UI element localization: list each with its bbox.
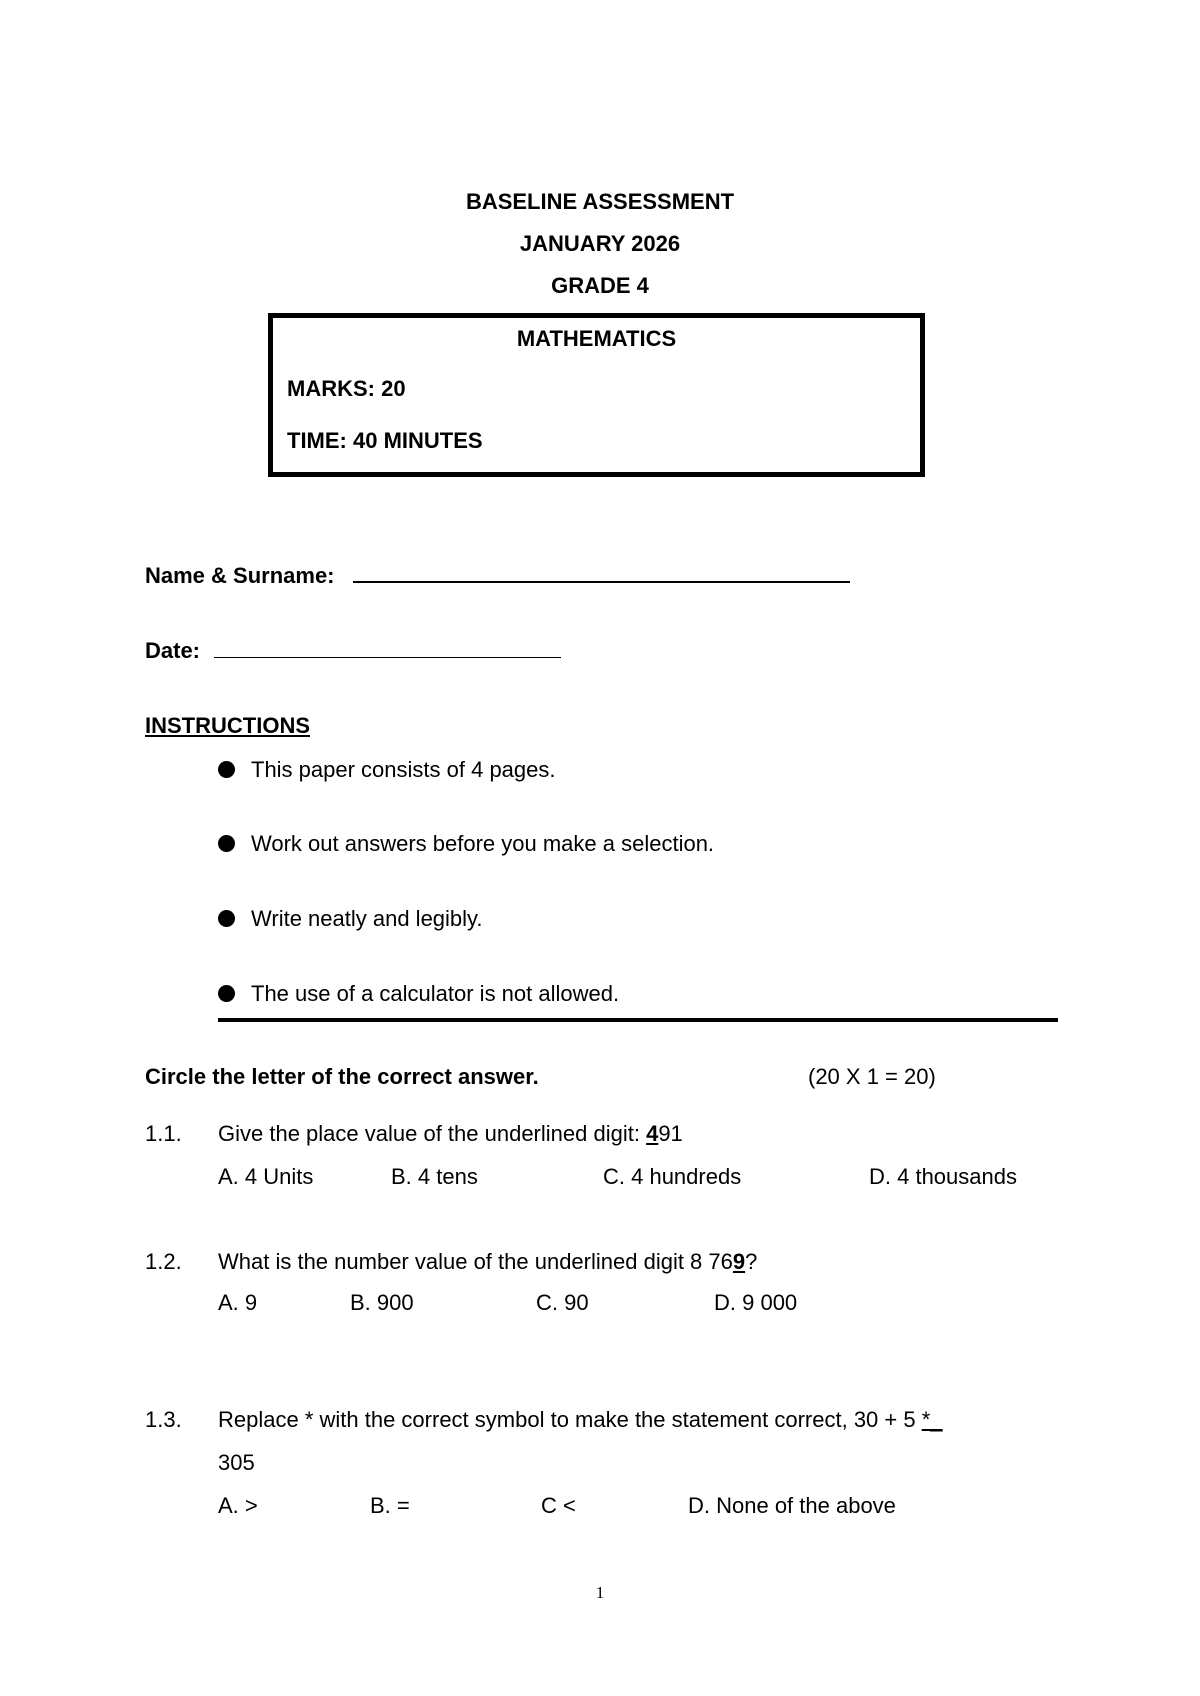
section-divider [218, 1018, 1058, 1022]
bullet-icon [218, 761, 235, 778]
option-a[interactable]: A. 4 Units [218, 1164, 314, 1189]
question-text-part: What is the number value of the underlined digit 8 76 [218, 1249, 733, 1274]
bullet-icon [218, 835, 235, 852]
document-grade: GRADE 4 [551, 273, 649, 298]
option-b[interactable]: B. 4 tens [391, 1164, 478, 1189]
bullet-icon [218, 910, 235, 927]
question-text [218, 1249, 757, 1275]
section-marks: (20 X 1 = 20) [808, 1064, 936, 1089]
question-text [218, 1407, 943, 1433]
question-text-part: Replace * with the correct symbol to make the statement correct, 30 + 5 [218, 1407, 922, 1432]
instruction-text: Write neatly and legibly. [251, 906, 483, 931]
option-d[interactable]: D. 4 thousands [869, 1164, 1017, 1189]
question-number: 1.1. [145, 1121, 182, 1146]
instruction-text: The use of a calculator is not allowed. [251, 981, 620, 1006]
question-number: 1.3. [145, 1407, 182, 1432]
instruction-item [218, 906, 483, 932]
option-b[interactable]: B. 900 [350, 1290, 414, 1315]
document-title: BASELINE ASSESSMENT [465, 189, 735, 214]
option-d[interactable]: D. 9 000 [714, 1290, 798, 1315]
name-label: Name & Surname: [145, 563, 335, 588]
option-a[interactable]: A. 9 [218, 1290, 258, 1315]
marks-text: MARKS: 20 [287, 376, 406, 401]
date-answer-line[interactable] [214, 639, 561, 658]
instructions-heading: INSTRUCTIONS [145, 713, 310, 738]
option-c[interactable]: C. 90 [536, 1290, 589, 1315]
option-d[interactable]: D. None of the above [688, 1493, 896, 1518]
option-a[interactable]: A. > [218, 1493, 258, 1518]
name-field-row [145, 563, 850, 589]
name-answer-line[interactable] [353, 563, 850, 583]
date-label: Date: [145, 638, 201, 663]
underlined-digit: 9 [732, 1249, 746, 1274]
document-date: JANUARY 2026 [519, 231, 681, 256]
question-text-part: Give the place value of the underlined digit: [218, 1121, 647, 1146]
subject-box [268, 313, 925, 477]
instruction-item [218, 831, 714, 857]
date-field-row [145, 638, 561, 664]
option-b[interactable]: B. = [370, 1493, 410, 1518]
question-number: 1.2. [145, 1249, 182, 1274]
option-c[interactable]: C. 4 hundreds [603, 1164, 742, 1189]
question-text-part: ? [745, 1249, 758, 1274]
instruction-item [218, 757, 556, 783]
question-text-part: 91 [658, 1121, 683, 1146]
question-text-continued: 305 [218, 1450, 255, 1475]
time-text: TIME: 40 MINUTES [287, 428, 483, 453]
underlined-digit: 4 [646, 1121, 659, 1146]
option-c[interactable]: C < [541, 1493, 576, 1518]
page-number: 1 [595, 1583, 605, 1602]
section-instruction: Circle the letter of the correct answer. [145, 1064, 539, 1089]
subject-title: MATHEMATICS [516, 326, 677, 351]
bullet-icon [218, 985, 235, 1002]
instruction-text: Work out answers before you make a selection. [251, 831, 715, 856]
instruction-item [218, 981, 619, 1007]
instruction-text: This paper consists of 4 pages. [251, 757, 556, 782]
question-text [218, 1121, 683, 1147]
answer-blank: *_ [921, 1407, 943, 1432]
